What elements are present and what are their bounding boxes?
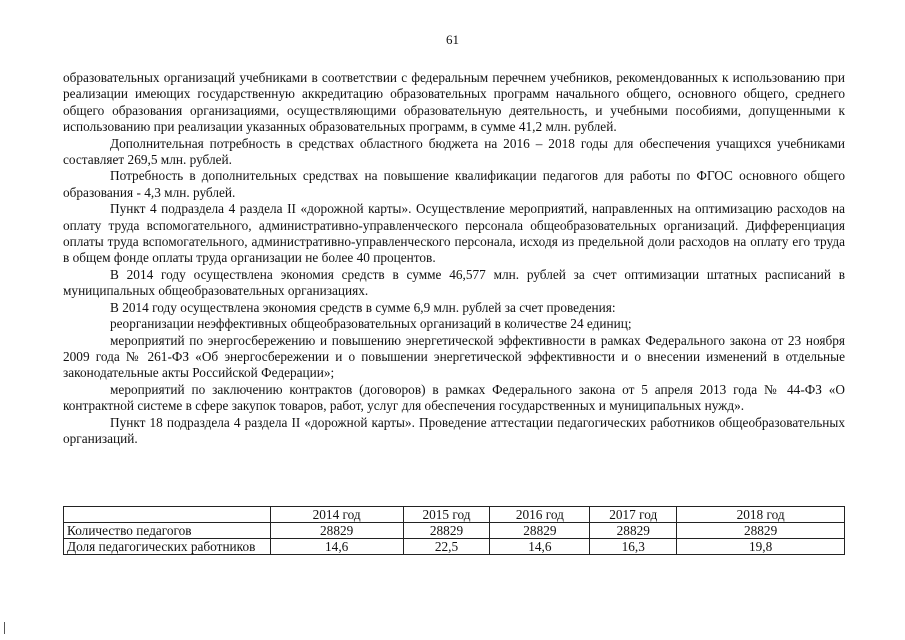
table-cell: 14,6: [490, 539, 590, 555]
table-header-corner: [64, 507, 271, 523]
table-header-year: 2017 год: [590, 507, 677, 523]
paragraph-energy-saving: мероприятий по энергосбережению и повышению энергетической эффективности в рамках Федерального закона от 23 ноября 2009 года № 261-ФЗ «Об энергосбережении и о повышении энергетической эффективности и о внесении изменений в отдельные законодательные акты Российской Федерации»;: [63, 332, 845, 381]
table-cell: 28829: [490, 523, 590, 539]
table-row: [64, 539, 845, 555]
paragraph-contracts: мероприятий по заключению контрактов (договоров) в рамках Федерального закона от 5 апреля 2013 года № 44-ФЗ «О контрактной системе в сфере закупок товаров, работ, услуг для обеспечения государственных и муниципальных нужд».: [63, 381, 845, 414]
paragraph-additional-need: Дополнительная потребность в средствах областного бюджета на 2016 – 2018 годы для обеспечения учащихся учебниками составляет 269,5 млн. рублей.: [63, 135, 845, 168]
attestation-table: [63, 506, 845, 555]
document-body: [63, 70, 845, 447]
table-header-year: 2018 год: [677, 507, 845, 523]
table-header-row: [64, 507, 845, 523]
table-cell: 16,3: [590, 539, 677, 555]
paragraph-reorganization: реорганизации неэффективных общеобразовательных организаций в количестве 24 единиц;: [110, 316, 632, 332]
table-cell: 22,5: [403, 539, 490, 555]
paragraph-item-4: Пункт 4 подраздела 4 раздела II «дорожной карты». Осуществление мероприятий, направленных на оптимизацию расходов на оплату труда вспомогательного, административно-управленческого персонала общеобразовательных организаций. Дифференциация оплаты труда вспомогательного, административно-управленческого персонала, исходя из предельной доли расходов на оплату его труда в общем фонде оплаты труда организации не более 40 процентов.: [63, 201, 845, 266]
scan-margin-mark: [4, 622, 5, 634]
paragraph-savings-staff: В 2014 году осуществлена экономия средств в сумме 46,577 млн. рублей за счет оптимизации штатных расписаний в муниципальных общеобразовательных организациях.: [63, 266, 845, 299]
table-cell: 28829: [270, 523, 403, 539]
table-cell: 28829: [677, 523, 845, 539]
table-header-year: 2015 год: [403, 507, 490, 523]
table-row-label-text: Доля педагогических работников: [67, 539, 256, 554]
paragraph-textbooks-continued: образовательных организаций учебниками в соответствии с федеральным перечнем учебников, рекомендованных к использованию при реализации имеющих государственную аккредитацию образовательных программ начального общего, основного общего, среднего общего образования организациями, осуществляющими образовательную деятельность, и учебными пособиями, допущенными к использованию при реализации указанных образовательных программ, в сумме 41,2 млн. рублей.: [63, 70, 845, 135]
table-row-label: [64, 539, 271, 555]
paragraph-qualification: Потребность в дополнительных средствах на повышение квалификации педагогов для работы по ФГОС основного общего образования - 4,3 млн. рублей.: [63, 168, 845, 200]
page-number: 61: [446, 32, 459, 47]
table-header-year: 2014 год: [270, 507, 403, 523]
table-cell: 28829: [590, 523, 677, 539]
table-row-label: Количество педагогов: [64, 523, 271, 539]
table-cell: 14,6: [270, 539, 403, 555]
table-header-year: 2016 год: [490, 507, 590, 523]
paragraph-savings-intro: В 2014 году осуществлена экономия средств в сумме 6,9 млн. рублей за счет проведения:: [110, 299, 616, 315]
table-cell: 19,8: [677, 539, 845, 555]
table-row: [64, 523, 845, 539]
table-cell: 28829: [403, 523, 490, 539]
paragraph-item-18: Пункт 18 подраздела 4 раздела II «дорожной карты». Проведение аттестации педагогических работников общеобразовательных организаций.: [63, 414, 845, 446]
